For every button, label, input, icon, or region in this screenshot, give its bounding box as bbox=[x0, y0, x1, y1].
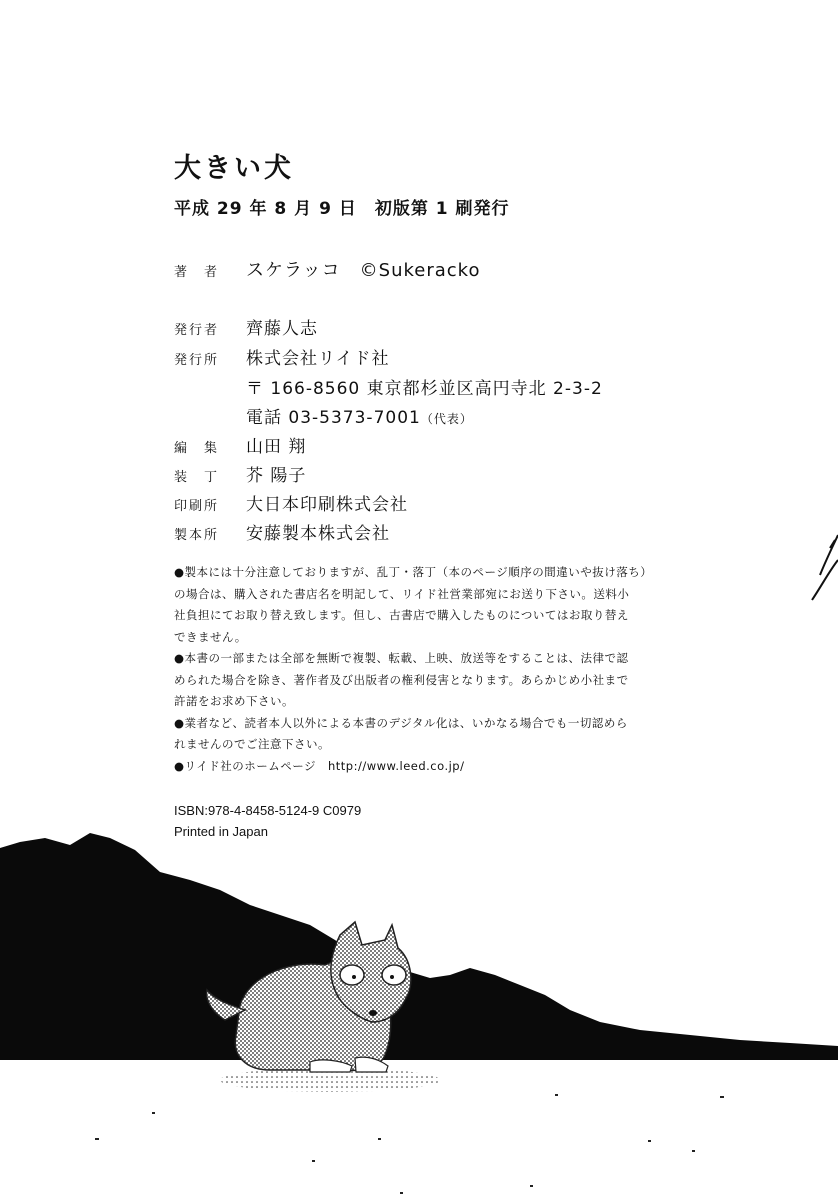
credit-value: 大日本印刷株式会社 bbox=[246, 495, 408, 515]
note-line-homepage: ●リイド社のホームページ http://www.leed.co.jp/ bbox=[174, 758, 465, 773]
edition-line: 平成 29 年 8 月 9 日 初版第 1 刷発行 bbox=[174, 199, 510, 219]
hills-silhouette bbox=[0, 833, 838, 1060]
note-line: められた場合を除き、著作者及び出版者の権利侵害となります。あらかじめ小社まで bbox=[174, 672, 629, 687]
credit-binder bbox=[174, 519, 390, 544]
note-line: ●本書の一部または全部を無断で複製、転載、上映、放送等をすることは、法律で認 bbox=[174, 651, 629, 665]
credit-value: 安藤製本株式会社 bbox=[246, 524, 390, 544]
credit-label: 編 集 bbox=[174, 441, 220, 456]
credit-value: 齊藤人志 bbox=[246, 319, 318, 339]
note-line: ●製本には十分注意しておりますが、乱丁・落丁（本のページ順序の間違いや抜け落ち） bbox=[174, 565, 653, 579]
tree-branch bbox=[812, 535, 838, 600]
note-line: れませんのでご注意下さい。 bbox=[174, 737, 330, 751]
credit-value: 株式会社リイド社 bbox=[246, 349, 390, 369]
note-line: の場合は、購入された書店名を明記して、リイド社営業部宛にお送り下さい。送料小 bbox=[174, 586, 630, 601]
credit-label: 発行所 bbox=[174, 353, 220, 368]
credit-author bbox=[174, 256, 480, 282]
note-line: ●業者など、読者本人以外による本書のデジタル化は、いかなる場合でも一切認めら bbox=[174, 715, 628, 730]
printed-in: Printed in Japan bbox=[174, 824, 268, 839]
publisher-phone-line bbox=[246, 403, 473, 428]
credit-label: 発行者 bbox=[174, 323, 220, 338]
credit-editor bbox=[174, 432, 306, 457]
credit-design bbox=[174, 461, 306, 486]
note-line: できません。 bbox=[174, 629, 247, 644]
note-line: 許諾をお求め下さい。 bbox=[174, 694, 294, 708]
isbn: ISBN:978-4-8458-5124-9 C0979 bbox=[174, 803, 362, 818]
note-line: 社負担にてお取り替え致します。但し、古書店で購入したものについてはお取り替え bbox=[174, 608, 629, 622]
book-title: 大きい犬 bbox=[174, 153, 294, 184]
credit-value: 山田 翔 bbox=[246, 437, 307, 457]
credit-value: スケラッコ ©Sukeracko bbox=[246, 260, 481, 281]
publisher-phone-note: （代表） bbox=[420, 412, 473, 426]
credit-label: 印刷所 bbox=[174, 499, 220, 514]
isbn-block bbox=[174, 800, 361, 842]
credit-label: 製本所 bbox=[174, 528, 220, 543]
credit-publisher bbox=[174, 344, 390, 369]
credit-label: 著 者 bbox=[174, 265, 220, 280]
credit-value: 芥 陽子 bbox=[246, 466, 307, 486]
publisher-address: 〒 166-8560 東京都杉並区高円寺北 2-3-2 bbox=[246, 379, 603, 399]
notes-block bbox=[174, 562, 686, 777]
credit-label: 装 丁 bbox=[174, 470, 220, 485]
publisher-phone: 電話 03-5373-7001 bbox=[246, 408, 421, 428]
credit-printer bbox=[174, 490, 408, 515]
credit-issuer bbox=[174, 314, 318, 339]
